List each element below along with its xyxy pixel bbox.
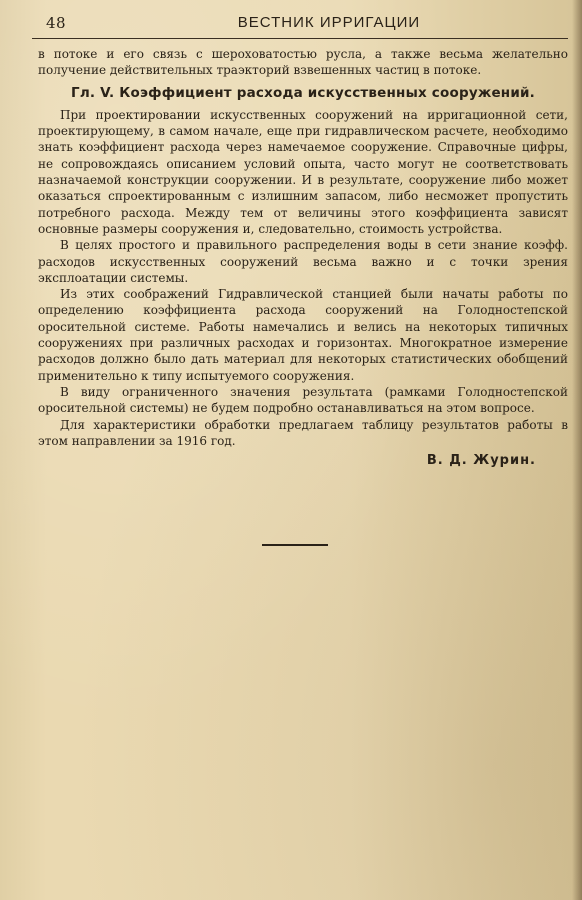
end-divider: [262, 544, 328, 546]
article-body: [38, 46, 568, 469]
paragraph-4: В виду ограниченного значения результата (рамками Голодностепской оросительной системы) не будем подробно останавливаться на этом вопросе.: [38, 384, 568, 416]
continuation-paragraph: в потоке и его связь с шероховатостью русла, а также весьма желательно получение действительных траэкторий взвешенных частиц в потоке.: [38, 47, 568, 78]
paragraph-3: Из этих соображений Гидравлической станцией были начаты работы по определению коэффициента расхода сооружений на Голодностепской оросительной системе. Работы намечались и велись на некоторых типичных сооружениях при различных расходах и горизонтах. Многократное измерение расходов должно было дать материал для некоторых статистических обобщений применительно к типу испытуемого сооружения.: [38, 287, 568, 383]
journal-title: ВЕСТНИК ИРРИГАЦИИ: [237, 14, 421, 31]
paragraph-5: Для характеристики обработки предлагаем таблицу результатов работы в этом направлении за 1916 год.: [38, 417, 568, 448]
paragraph-2: В целях простого и правильного распределения воды в сети знание коэфф. расходов искусственных сооружений весьма важно и с точки зрения эксплоатации системы.: [38, 238, 568, 285]
page-header: [32, 12, 556, 36]
page-number: 48: [46, 14, 67, 32]
page-edge-shadow: [572, 0, 582, 900]
author-signature: В. Д. Журин.: [426, 453, 536, 469]
paragraph-1: При проектировании искусственных сооружений на ирригационной сети, проектирующему, в самом начале, еще при гидравлическом расчете, необходимо знать коэффициент расхода через намечаемое сооружение. Справочные цифры, не сопровождаясь описанием условий опыта, часто могут не соответствовать назначаемой конструкции сооружении. И в результате, сооружение либо может оказаться спроектированным с излишним запасом, либо несможет пропустить потребного расхода. Между тем от величины этого коэффициента зависят основные размеры сооружения и, следовательно, стоимость устройства.: [38, 107, 568, 236]
header-divider: [32, 38, 568, 39]
chapter-heading: Гл. V. Коэффициент расхода искусственных сооружений.: [71, 84, 535, 101]
